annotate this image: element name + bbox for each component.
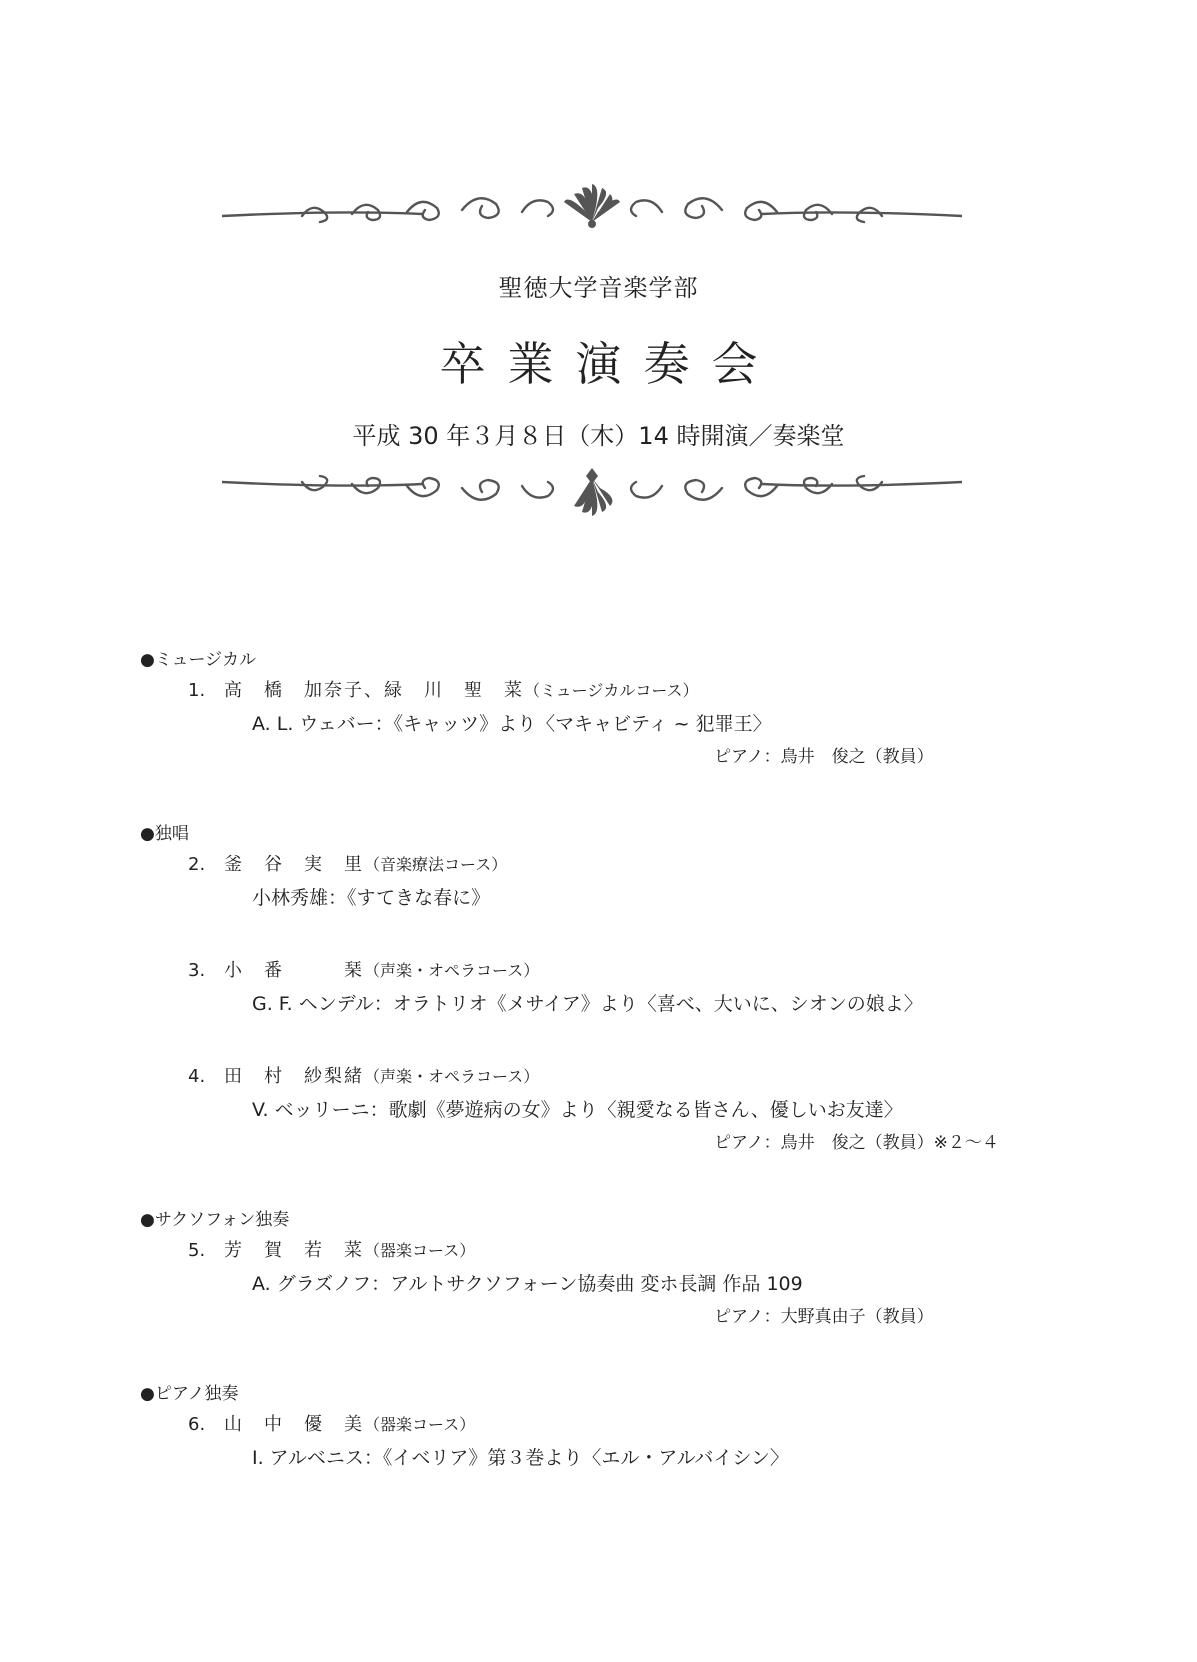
piece-title: V. ベッリーニ：歌劇《夢遊病の女》より〈親愛なる皆さん、優しいお友達〉 (252, 1099, 903, 1121)
performer-name: 釜 谷 実 里 (224, 854, 364, 875)
performer-name: 山 中 優 美 (224, 1414, 364, 1435)
section-heading: ●ピアノ独奏 (140, 1384, 239, 1404)
accompanist: ピアノ：鳥井 俊之（教員） (714, 747, 934, 767)
top-ornament (222, 180, 962, 240)
accompanist: ピアノ：鳥井 俊之（教員）※２～４ (714, 1133, 999, 1153)
section-heading: ●サクソフォン独奏 (140, 1210, 290, 1230)
section-piano-solo (140, 1379, 1100, 1475)
organization-name: 聖徳大学音楽学部 (498, 274, 699, 302)
performer-name: 田 村 紗梨緒 (224, 1066, 364, 1087)
date-venue-line: 平成 30 年３月８日（木）14 時開演／奏楽堂 (352, 422, 845, 450)
performer-name: 芳 賀 若 菜 (224, 1240, 364, 1261)
course-name: （器楽コース） (364, 1241, 476, 1260)
piece-title: 小林秀雄：《すてきな春に》 (252, 887, 491, 909)
course-name: （器楽コース） (364, 1415, 476, 1434)
section-musical (140, 645, 1100, 773)
performer-line (140, 675, 1100, 707)
performer-line (140, 1061, 1100, 1093)
piece-title: G. F. ヘンデル：オラトリオ《メサイア》より〈喜べ、大いに、シオンの娘よ〉 (252, 993, 923, 1015)
course-name: （ミュージカルコース） (524, 681, 699, 700)
piece-title: A. L. ウェバー：《キャッツ》より〈マキャビティ ~ 犯罪王〉 (252, 713, 772, 735)
item-number: 6. (188, 1414, 206, 1435)
performer-line (140, 849, 1100, 881)
performer-line (140, 1235, 1100, 1267)
performer-name: 小 番 琹 (224, 960, 364, 981)
program-list (140, 645, 1100, 1475)
page-title: 卒業演奏会 (439, 337, 780, 391)
bottom-ornament (222, 460, 962, 520)
item-number: 5. (188, 1240, 206, 1261)
course-name: （音楽療法コース） (364, 855, 508, 874)
item-number: 2. (188, 854, 206, 875)
performer-line (140, 1409, 1100, 1441)
performer-name: 高 橋 加奈子、緑 川 聖 菜 (224, 680, 524, 701)
item-number: 1. (188, 680, 206, 701)
performer-line (140, 955, 1100, 987)
item-number: 3. (188, 960, 206, 981)
section-heading: ●独唱 (140, 824, 189, 844)
course-name: （声楽・オペラコース） (364, 1067, 540, 1086)
course-name: （声楽・オペラコース） (364, 961, 540, 980)
section-solo-vocal (140, 819, 1100, 1159)
accompanist: ピアノ：大野真由子（教員） (714, 1307, 934, 1327)
piece-title: I. アルベニス：《イベリア》第３巻より〈エル・アルバイシン〉 (252, 1447, 789, 1469)
piece-title: A. グラズノフ：アルトサクソフォーン協奏曲 変ホ長調 作品 109 (252, 1273, 803, 1295)
section-saxophone-solo (140, 1205, 1100, 1333)
section-heading: ●ミュージカル (140, 650, 257, 670)
item-number: 4. (188, 1066, 206, 1087)
